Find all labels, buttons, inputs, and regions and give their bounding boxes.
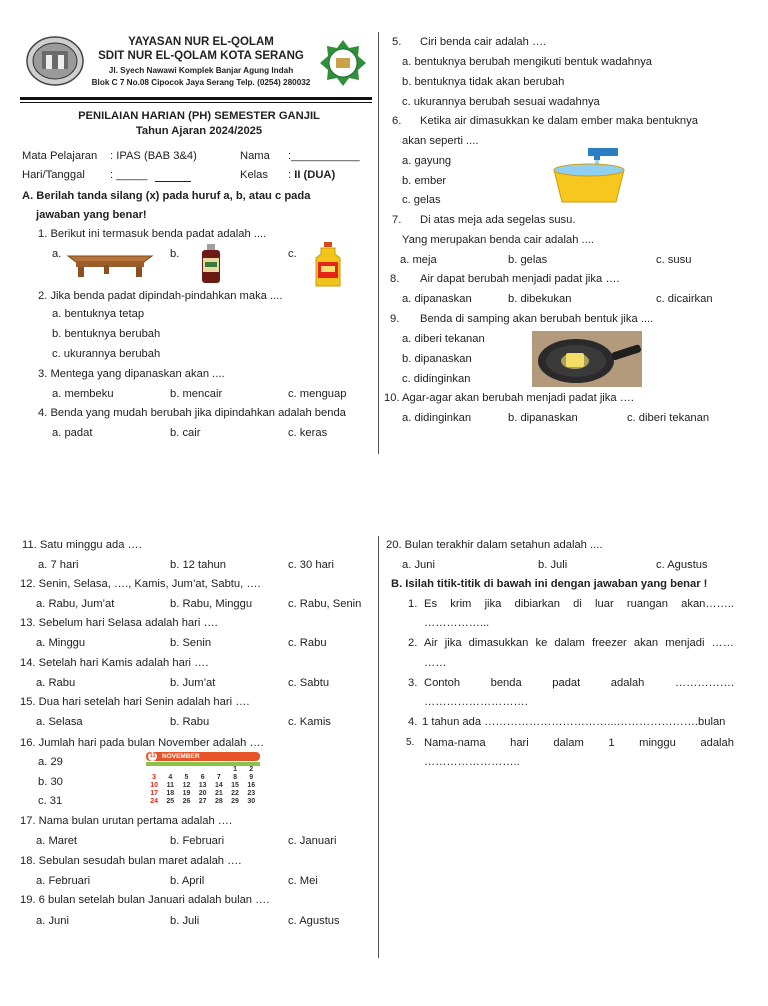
- cal-day: 1: [233, 766, 237, 773]
- school-year: Tahun Ajaran 2024/2025: [135, 125, 263, 137]
- exam-title: PENILAIAN HARIAN (PH) SEMESTER GANJIL: [78, 110, 320, 122]
- cal-day: 30: [247, 798, 256, 805]
- date-field-underline: [155, 181, 191, 182]
- q7-option-b[interactable]: b. gelas: [508, 254, 548, 266]
- q18-option-b[interactable]: b. April: [170, 875, 205, 887]
- question-16: 16. Jumlah hari pada bulan November adalah ….: [20, 737, 264, 749]
- header-rule: [20, 97, 372, 100]
- q11-option-c[interactable]: c. 30 hari: [288, 559, 335, 571]
- q7-number: 7.: [392, 214, 402, 226]
- q2-option-c[interactable]: c. ukurannya berubah: [52, 348, 161, 360]
- q6-option-c[interactable]: c. gelas: [402, 194, 441, 206]
- q5-option-b[interactable]: b. bentuknya tidak akan berubah: [402, 76, 565, 88]
- q5-number: 5.: [392, 36, 402, 48]
- calendar-badge: 11: [149, 753, 156, 759]
- q15-option-a[interactable]: a. Selasa: [36, 716, 83, 728]
- q19-option-a[interactable]: a. Juni: [36, 915, 69, 927]
- cal-day: 21: [214, 790, 223, 797]
- cal-day: 28: [214, 798, 223, 805]
- question-7: Di atas meja ada segelas susu.: [420, 214, 576, 226]
- q1-option-c[interactable]: c.: [288, 248, 297, 260]
- question-10: 10. Agar-agar akan berubah menjadi padat jika ….: [384, 392, 635, 404]
- q4-option-a[interactable]: a. padat: [52, 427, 93, 439]
- q4-option-b[interactable]: b. cair: [170, 427, 201, 439]
- cal-day: 23: [247, 790, 256, 797]
- school-name: SDIT NUR EL-QOLAM KOTA SERANG: [98, 50, 304, 62]
- question-2: 2. Jika benda padat dipindah-pindahkan maka ....: [38, 290, 283, 302]
- table-image: [64, 250, 156, 278]
- essay-3-answer-line[interactable]: ……………………….: [424, 696, 528, 708]
- q19-option-b[interactable]: b. Juli: [170, 915, 200, 927]
- calendar-row-1: [146, 766, 260, 774]
- q19-option-c[interactable]: c. Agustus: [288, 915, 340, 927]
- essay-5: Nama-nama hari dalam 1 minggu adalah: [424, 737, 734, 749]
- q1-option-a[interactable]: a.: [52, 248, 62, 260]
- q11-option-a[interactable]: a. 7 hari: [38, 559, 79, 571]
- q12-option-a[interactable]: a. Rabu, Jum’at: [36, 598, 115, 610]
- q9-option-b[interactable]: b. dipanaskan: [402, 353, 472, 365]
- q20-option-a[interactable]: a. Juni: [402, 559, 435, 571]
- question-12: 12. Senin, Selasa, …., Kamis, Jum’at, Sabtu, ….: [20, 578, 261, 590]
- q2-option-b[interactable]: b. bentuknya berubah: [52, 328, 161, 340]
- q17-option-b[interactable]: b. Februari: [170, 835, 225, 847]
- cal-day: 15: [231, 782, 239, 789]
- cal-day: 11: [166, 782, 174, 789]
- q9-option-c[interactable]: c. didinginkan: [402, 373, 471, 385]
- q5-option-a[interactable]: a. bentuknya berubah mengikuti bentuk wadahnya: [402, 56, 653, 68]
- name-label: Nama: [240, 150, 270, 162]
- cal-day: 5: [184, 774, 189, 781]
- q10-option-b[interactable]: b. dipanaskan: [508, 412, 578, 424]
- question-6-cont: akan seperti ....: [402, 135, 479, 147]
- essay-1-answer-line[interactable]: ……………...: [424, 617, 490, 629]
- cal-day: 3: [152, 774, 157, 781]
- q11-option-b[interactable]: b. 12 tahun: [170, 559, 226, 571]
- cal-day: 29: [231, 798, 239, 805]
- subject-label: Mata Pelajaran: [22, 150, 98, 162]
- essay-3: Contoh benda padat adalah …………….: [424, 677, 734, 689]
- cal-day: [195, 766, 211, 774]
- essay-4-number: 4.: [408, 716, 418, 728]
- q8-option-b[interactable]: b. dibekukan: [508, 293, 572, 305]
- column-divider-top: [378, 32, 379, 454]
- cal-day: 9: [249, 774, 254, 781]
- cal-day: 19: [182, 790, 191, 797]
- question-11: 11. Satu minggu ada ….: [22, 539, 142, 551]
- cal-day: 22: [231, 790, 239, 797]
- question-15: 15. Dua hari setelah hari Senin adalah hari ….: [20, 696, 250, 708]
- question-14: 14. Setelah hari Kamis adalah hari ….: [20, 657, 209, 669]
- question-1: 1. Berikut ini termasuk benda padat adalah ....: [38, 228, 267, 240]
- question-17: 17. Nama bulan urutan pertama adalah ….: [20, 815, 233, 827]
- q18-option-a[interactable]: a. Februari: [36, 875, 91, 887]
- q10-option-c[interactable]: c. diberi tekanan: [627, 412, 710, 424]
- question-13: 13. Sebelum hari Selasa adalah hari ….: [20, 617, 218, 629]
- essay-4[interactable]: 1 tahun ada ……………………………...………………….bulan: [422, 716, 726, 728]
- q12-option-b[interactable]: b. Rabu, Minggu: [170, 598, 253, 610]
- cal-day: [211, 766, 227, 774]
- question-19: 19. 6 bulan setelah bulan Januari adalah bulan ….: [20, 894, 270, 906]
- question-8: Air dapat berubah menjadi padat jika ….: [420, 273, 620, 285]
- calendar-row-4: [146, 790, 260, 798]
- section-a-instruction-2: jawaban yang benar!: [36, 209, 147, 221]
- q8-option-c[interactable]: c. dicairkan: [656, 293, 713, 305]
- frying-pan-image: [532, 331, 642, 387]
- q15-option-b[interactable]: b. Rabu: [170, 716, 210, 728]
- essay-2: Air jika dimasukkan ke dalam freezer akan menjadi ……: [424, 637, 734, 649]
- q20-option-b[interactable]: b. Juli: [538, 559, 568, 571]
- q8-option-a[interactable]: a. dipanaskan: [402, 293, 472, 305]
- section-a-line1: A. Berilah tanda silang (x) pada huruf a, b, atau c pada: [22, 190, 311, 202]
- q18-option-c[interactable]: c. Mei: [288, 875, 318, 887]
- cal-day: 13: [198, 782, 207, 789]
- cal-day: 10: [150, 782, 158, 789]
- q17-option-a[interactable]: a. Maret: [36, 835, 78, 847]
- date-label: Hari/Tanggal: [22, 169, 85, 181]
- question-3: 3. Mentega yang dipanaskan akan ....: [38, 368, 225, 380]
- question-4: 4. Benda yang mudah berubah jika dipindahkan adalah benda: [38, 407, 346, 419]
- cal-day: [146, 766, 162, 774]
- q14-option-a[interactable]: a. Rabu: [36, 677, 76, 689]
- q1-option-b[interactable]: b.: [170, 248, 180, 260]
- cal-day: 17: [150, 790, 158, 797]
- name-field[interactable]: :___________: [288, 150, 360, 162]
- q10-option-a[interactable]: a. didinginkan: [402, 412, 472, 424]
- essay-5-number: 5.: [406, 737, 415, 748]
- calendar-grid: [146, 766, 260, 806]
- q6-option-b[interactable]: b. ember: [402, 175, 447, 187]
- essay-2-answer-line[interactable]: ……: [424, 657, 447, 669]
- essay-5-answer-line[interactable]: ……………………..: [424, 756, 520, 768]
- question-20: 20. Bulan terakhir dalam setahun adalah ....: [386, 539, 603, 551]
- q4-option-c[interactable]: c. keras: [288, 427, 328, 439]
- q2-option-a[interactable]: a. bentuknya tetap: [52, 308, 145, 320]
- essay-1: Es krim jika dibiarkan di luar ruangan akan……..: [424, 598, 734, 610]
- syrup-bottle-image: [198, 244, 224, 284]
- q14-option-b[interactable]: b. Jum’at: [170, 677, 216, 689]
- q20-option-c[interactable]: c. Agustus: [656, 559, 708, 571]
- cal-day: 27: [198, 798, 207, 805]
- q5-option-c[interactable]: c. ukurannya berubah sesuai wadahnya: [402, 96, 600, 108]
- q3-option-c[interactable]: c. menguap: [288, 388, 347, 400]
- q7-option-a[interactable]: a. meja: [400, 254, 437, 266]
- question-6: Ketika air dimasukkan ke dalam ember maka bentuknya: [420, 115, 698, 127]
- q9-number: 9.: [390, 313, 400, 325]
- cal-day: 20: [198, 790, 207, 797]
- q3-option-b[interactable]: b. mencair: [170, 388, 223, 400]
- q13-option-a[interactable]: a. Minggu: [36, 637, 86, 649]
- q15-option-c[interactable]: c. Kamis: [288, 716, 331, 728]
- cal-day: 18: [166, 790, 175, 797]
- bucket-image: [548, 146, 630, 206]
- essay-2-number: 2.: [408, 637, 418, 649]
- essay-3-number: 3.: [408, 677, 418, 689]
- class-value: : II (DUA): [288, 169, 336, 181]
- cal-day: 25: [166, 798, 175, 805]
- oil-bottle-image: [312, 242, 344, 288]
- date-field[interactable]: : _____: [110, 169, 148, 181]
- q13-option-c[interactable]: c. Rabu: [288, 637, 327, 649]
- q7-option-c[interactable]: c. susu: [656, 254, 692, 266]
- q3-option-a[interactable]: a. membeku: [52, 388, 114, 400]
- calendar-row-2: [146, 774, 260, 782]
- cal-day: 7: [216, 774, 221, 781]
- q16-option-c[interactable]: c. 31: [38, 795, 63, 807]
- q16-option-b[interactable]: b. 30: [38, 776, 63, 788]
- calendar-row-3: [146, 782, 260, 790]
- address-line-2: Blok C 7 No.08 Cipocok Jaya Serang Telp. (0254) 280032: [91, 78, 311, 87]
- essay-1-number: 1.: [408, 598, 418, 610]
- header-rule-thin: [20, 102, 372, 103]
- q16-option-a[interactable]: a. 29: [38, 756, 63, 768]
- q12-option-c[interactable]: c. Rabu, Senin: [288, 598, 362, 610]
- q17-option-c[interactable]: c. Januari: [288, 835, 337, 847]
- cal-day: 12: [182, 782, 191, 789]
- question-7-cont: Yang merupakan benda cair adalah ....: [402, 234, 594, 246]
- cal-day: [162, 766, 178, 774]
- cal-day: 6: [200, 774, 205, 781]
- q9-option-a[interactable]: a. diberi tekanan: [402, 333, 485, 345]
- q6-option-a[interactable]: a. gayung: [402, 155, 452, 167]
- subject-value: : IPAS (BAB 3&4): [110, 150, 197, 162]
- q8-number: 8.: [390, 273, 400, 285]
- cal-day: 24: [150, 798, 158, 805]
- cal-day: 2: [249, 766, 254, 773]
- question-18: 18. Sebulan sesudah bulan maret adalah ….: [20, 855, 242, 867]
- section-a-instruction: [22, 190, 366, 202]
- cal-day: 16: [247, 782, 256, 789]
- question-5: Ciri benda cair adalah ….: [420, 36, 547, 48]
- calendar-month: NOVEMBER: [162, 753, 200, 760]
- question-9: Benda di samping akan berubah bentuk jika ....: [420, 313, 654, 325]
- q14-option-c[interactable]: c. Sabtu: [288, 677, 330, 689]
- calendar-row-5: [146, 798, 260, 806]
- cal-day: 4: [168, 774, 173, 781]
- november-calendar: [146, 752, 260, 806]
- q13-option-b[interactable]: b. Senin: [170, 637, 212, 649]
- foundation-name: YAYASAN NUR EL-QOLAM: [128, 36, 274, 48]
- address-line-1: Jl. Syech Nawawi Komplek Banjar Agung Indah: [108, 66, 294, 75]
- column-divider-bottom: [378, 536, 379, 958]
- q6-number: 6.: [392, 115, 402, 127]
- cal-day: [178, 766, 194, 774]
- cal-day: 26: [182, 798, 191, 805]
- class-label: Kelas: [240, 169, 268, 181]
- section-b-instruction: B. Isilah titik-titik di bawah ini dengan jawaban yang benar !: [391, 578, 708, 590]
- cal-day: 8: [233, 774, 237, 781]
- cal-day: 14: [214, 782, 223, 789]
